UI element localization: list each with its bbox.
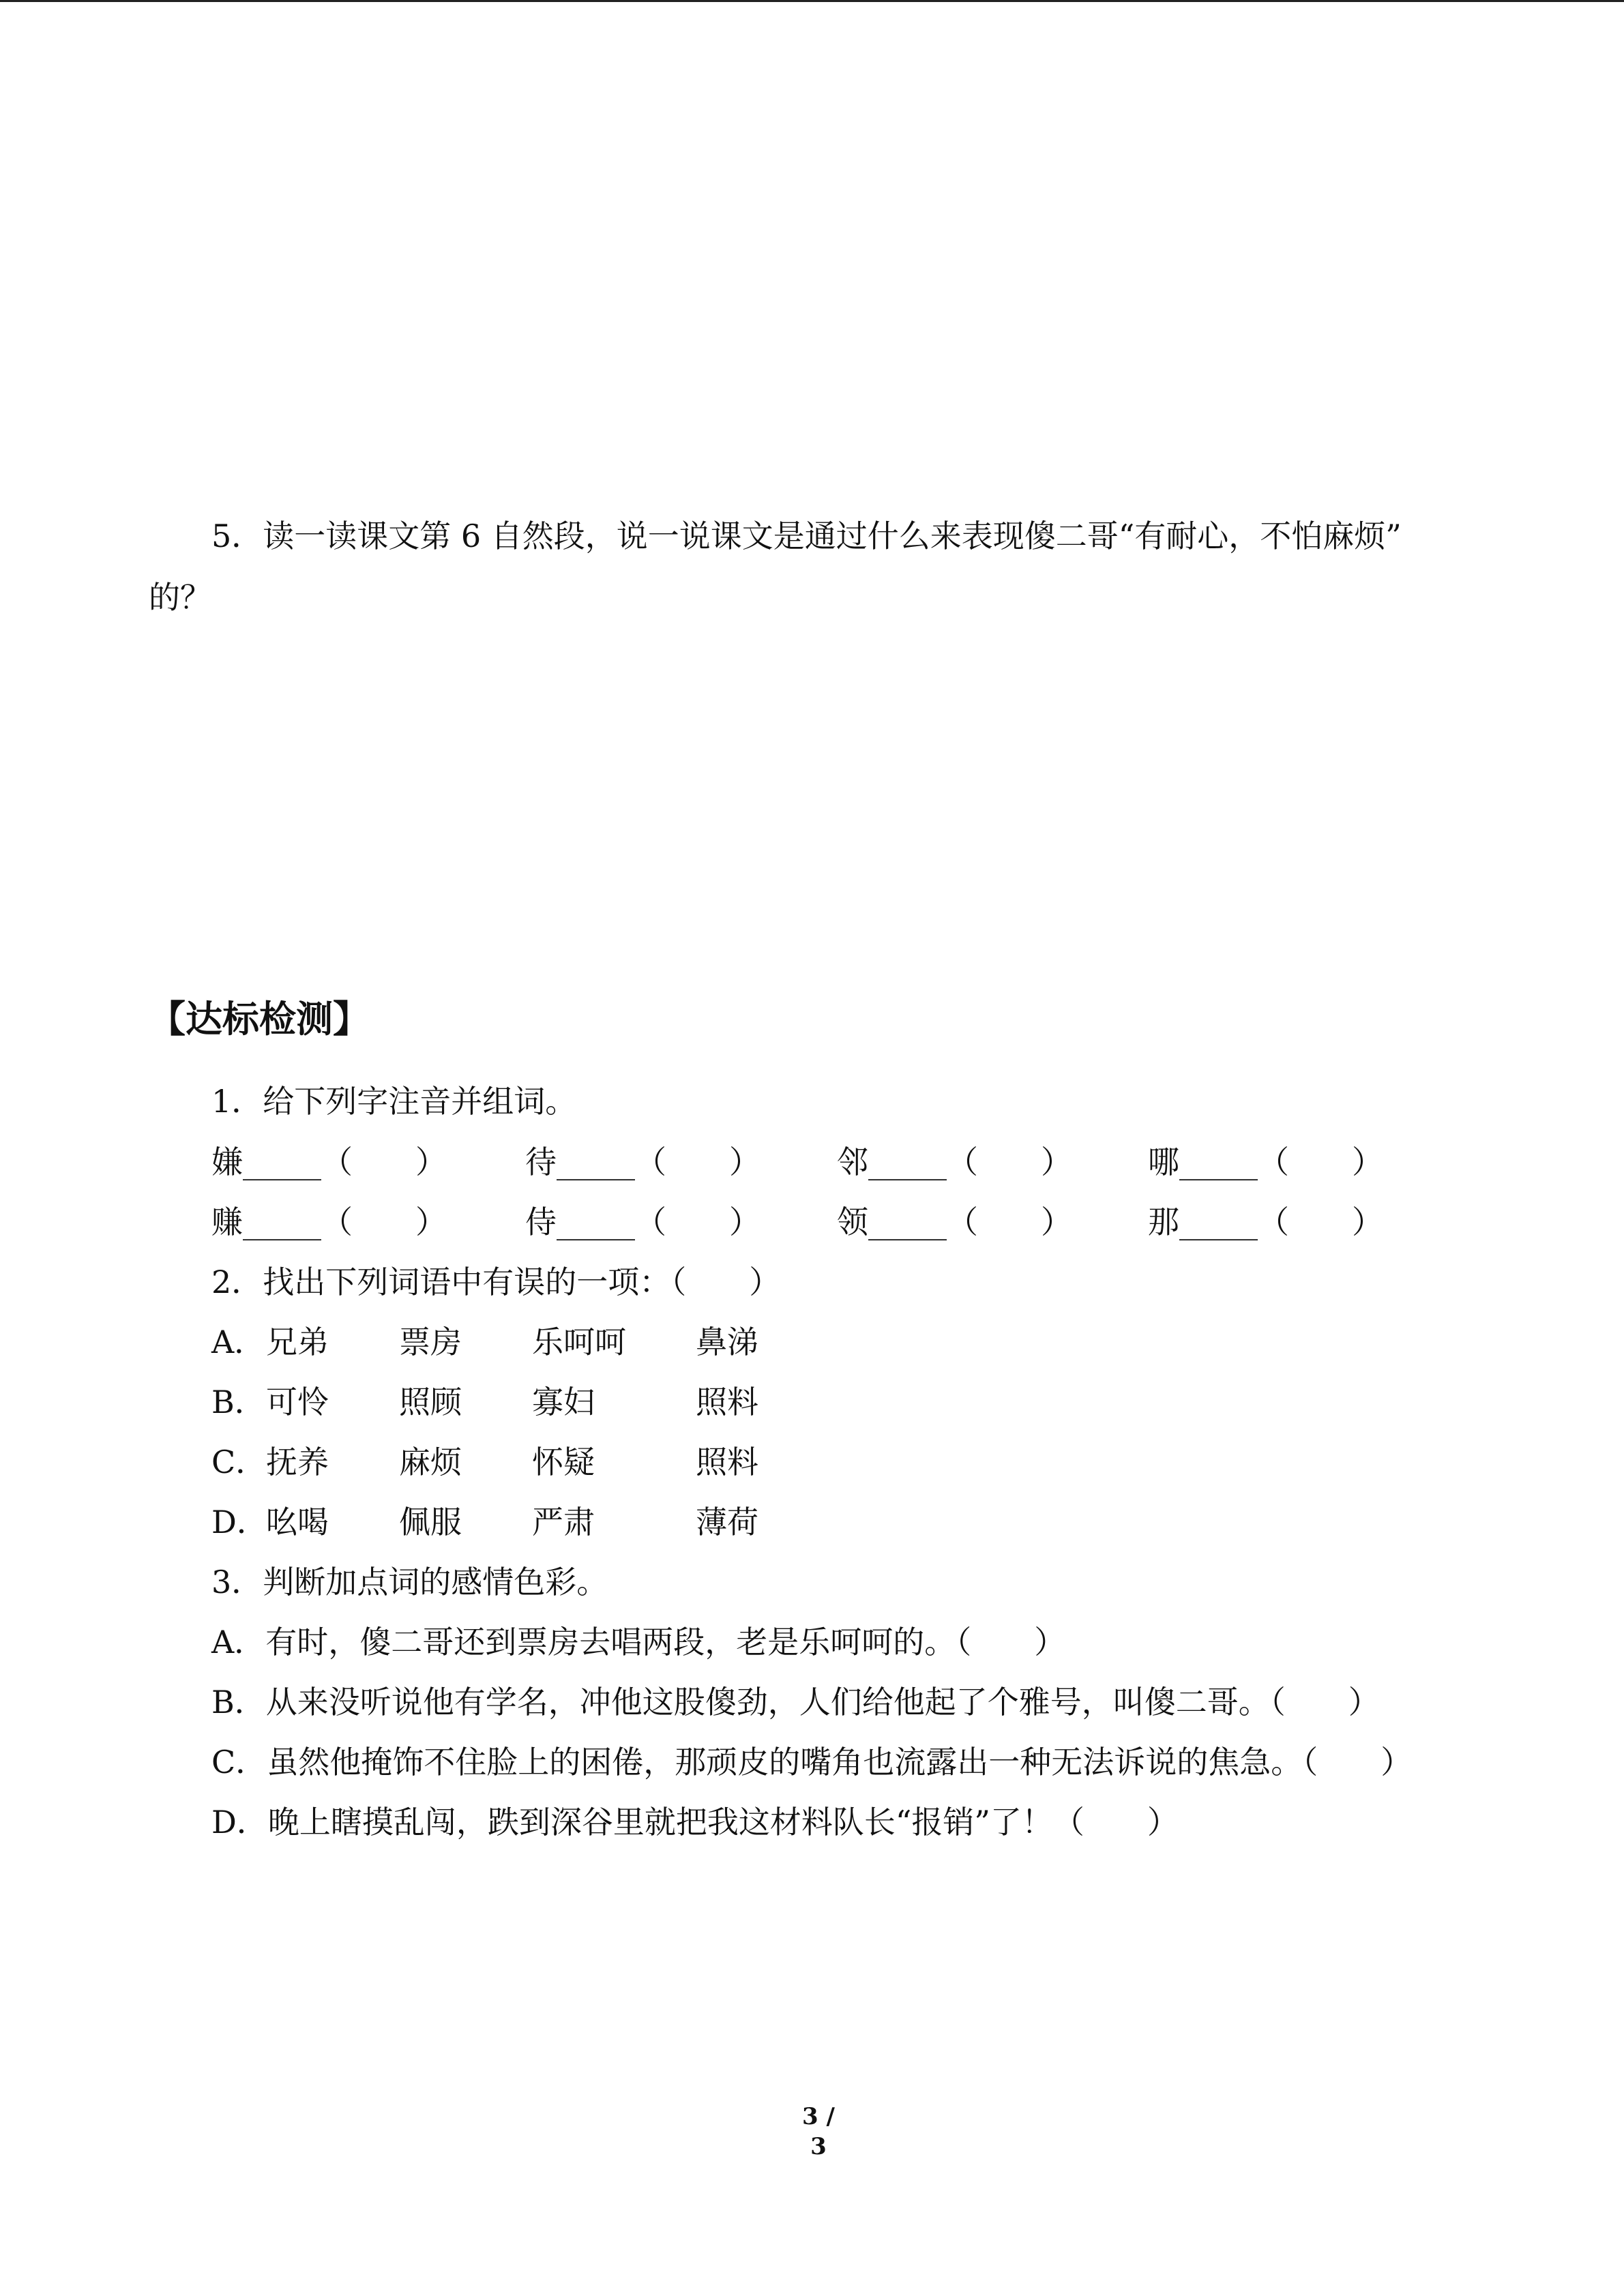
option-word: 抚养: [266, 1444, 329, 1480]
option-word: 兄弟: [266, 1324, 329, 1360]
option-label: A．: [211, 1324, 266, 1360]
option-word: 严肃: [532, 1504, 595, 1540]
q1-cell[interactable]: 待_____（ ）: [525, 1144, 761, 1180]
page-number: 3 / 3: [802, 2103, 835, 2160]
option-word: 可怜: [266, 1384, 329, 1420]
option-word: 照料: [696, 1444, 758, 1480]
q2-option-c: [211, 1442, 1235, 1482]
option-word: 票房: [399, 1324, 462, 1360]
option-word: 佩服: [399, 1504, 462, 1540]
option-word: 寡妇: [532, 1384, 595, 1420]
question-2-prompt: 2．找出下列词语中有误的一项：（ ）: [211, 1264, 781, 1300]
q1-cell[interactable]: 领_____（ ）: [837, 1204, 1072, 1240]
q1-cell[interactable]: 那_____（ ）: [1148, 1204, 1383, 1240]
option-word: 鼻涕: [696, 1324, 758, 1360]
q2-option-a: [211, 1322, 1235, 1362]
option-word: 照料: [696, 1384, 758, 1420]
q1-cell[interactable]: 侍_____（ ）: [525, 1204, 761, 1240]
q2-option-d: [211, 1502, 1235, 1542]
section-title: 【达标检测】: [149, 998, 370, 1041]
q3-item-b: B．从来没听说他有学名，冲他这股傻劲，人们给他起了个雅号，叫傻二哥。（ ）: [211, 1684, 1380, 1720]
option-label: C．: [211, 1444, 267, 1480]
q1-cell[interactable]: 赚_____（ ）: [211, 1204, 447, 1240]
option-word: 乐呵呵: [532, 1324, 626, 1360]
option-word: 照顾: [399, 1384, 462, 1420]
option-label: B．: [211, 1384, 266, 1420]
q1-row-2: [211, 1202, 1507, 1242]
q2-option-b: [211, 1382, 1235, 1422]
question-3-prompt: 3．判断加点词的感情色彩。: [211, 1564, 608, 1600]
q1-cell[interactable]: 嫌_____（ ）: [211, 1144, 447, 1180]
option-word: 薄荷: [696, 1504, 758, 1540]
question-5-line-2: 的？: [149, 579, 211, 616]
q1-cell[interactable]: 哪_____（ ）: [1148, 1144, 1383, 1180]
q1-row-1: [211, 1142, 1507, 1182]
top-border-line: [0, 0, 1624, 2]
q3-item-c: C．虽然他掩饰不住脸上的困倦，那顽皮的嘴角也流露出一种无法诉说的焦急。（ ）: [211, 1744, 1413, 1780]
option-word: 麻烦: [399, 1444, 462, 1480]
question-1-prompt: 1．给下列字注音并组词。: [211, 1083, 577, 1120]
question-5-line-1: 5．读一读课文第 6 自然段，说一说课文是通过什么来表现傻二哥“有耐心，不怕麻烦”: [211, 518, 1402, 554]
q1-cell[interactable]: 邻_____（ ）: [837, 1144, 1072, 1180]
option-label: D．: [211, 1504, 268, 1540]
q3-item-a: A．有时，傻二哥还到票房去唱两段，老是乐呵呵的。（ ）: [211, 1624, 1066, 1660]
q3-item-d: D．晚上瞎摸乱闯，跌到深谷里就把我这材料队长“报销”了！（ ）: [211, 1804, 1179, 1840]
option-word: 怀疑: [532, 1444, 595, 1480]
option-word: 吆喝: [266, 1504, 329, 1540]
